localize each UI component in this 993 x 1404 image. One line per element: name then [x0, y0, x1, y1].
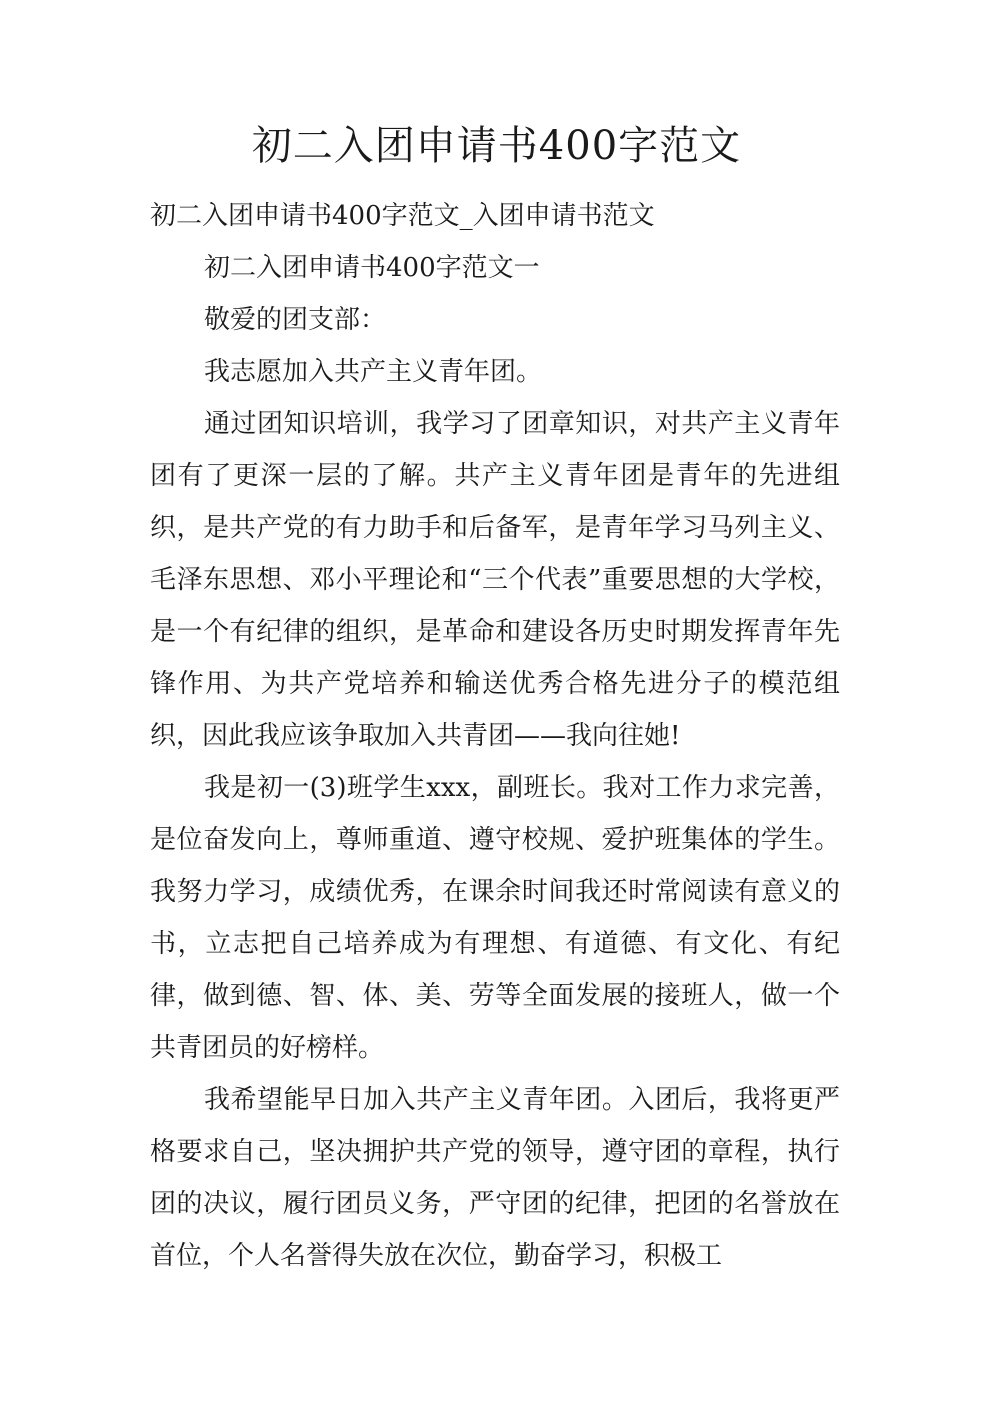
document-body — [150, 190, 840, 1282]
section-heading: 初二入团申请书400字范文一 — [204, 253, 540, 283]
paragraph: 我是初一(3)班学生xxx，副班长。我对工作力求完善，是位奋发向上，尊师重道、遵守校规、爱护班集体的学生。我努力学习，成绩优秀，在课余时间我还时常阅读有意义的书，立志把自己培养成为有理想、有道德、有文化、有纪律，做到德、智、体、美、劳等全面发展的接班人，做一个共青团员的好榜样。 — [150, 773, 840, 1063]
paragraph: 我希望能早日加入共产主义青年团。入团后，我将更严格要求自己，坚决拥护共产党的领导，遵守团的章程，执行团的决议，履行团员义务，严守团的纪律，把团的名誉放在首位，个人名誉得失放在次位，勤奋学习，积极工 — [150, 1085, 840, 1271]
paragraph: 我志愿加入共产主义青年团。 — [204, 357, 543, 387]
document-title: 初二入团申请书400字范文 — [251, 123, 742, 169]
paragraph: 通过团知识培训，我学习了团章知识，对共产主义青年团有了更深一层的了解。共产主义青年团是青年的先进组织，是共产党的有力助手和后备军，是青年学习马列主义、毛泽东思想、邓小平理论和“三个代表”重要思想的大学校，是一个有纪律的组织，是革命和建设各历史时期发挥青年先锋作用、为共产党培养和输送优秀合格先进分子的模范组织，因此我应该争取加入共青团——我向往她! — [150, 409, 840, 751]
document-subtitle: 初二入团申请书400字范文_入团申请书范文 — [150, 201, 655, 231]
salutation: 敬爱的团支部： — [204, 305, 387, 335]
